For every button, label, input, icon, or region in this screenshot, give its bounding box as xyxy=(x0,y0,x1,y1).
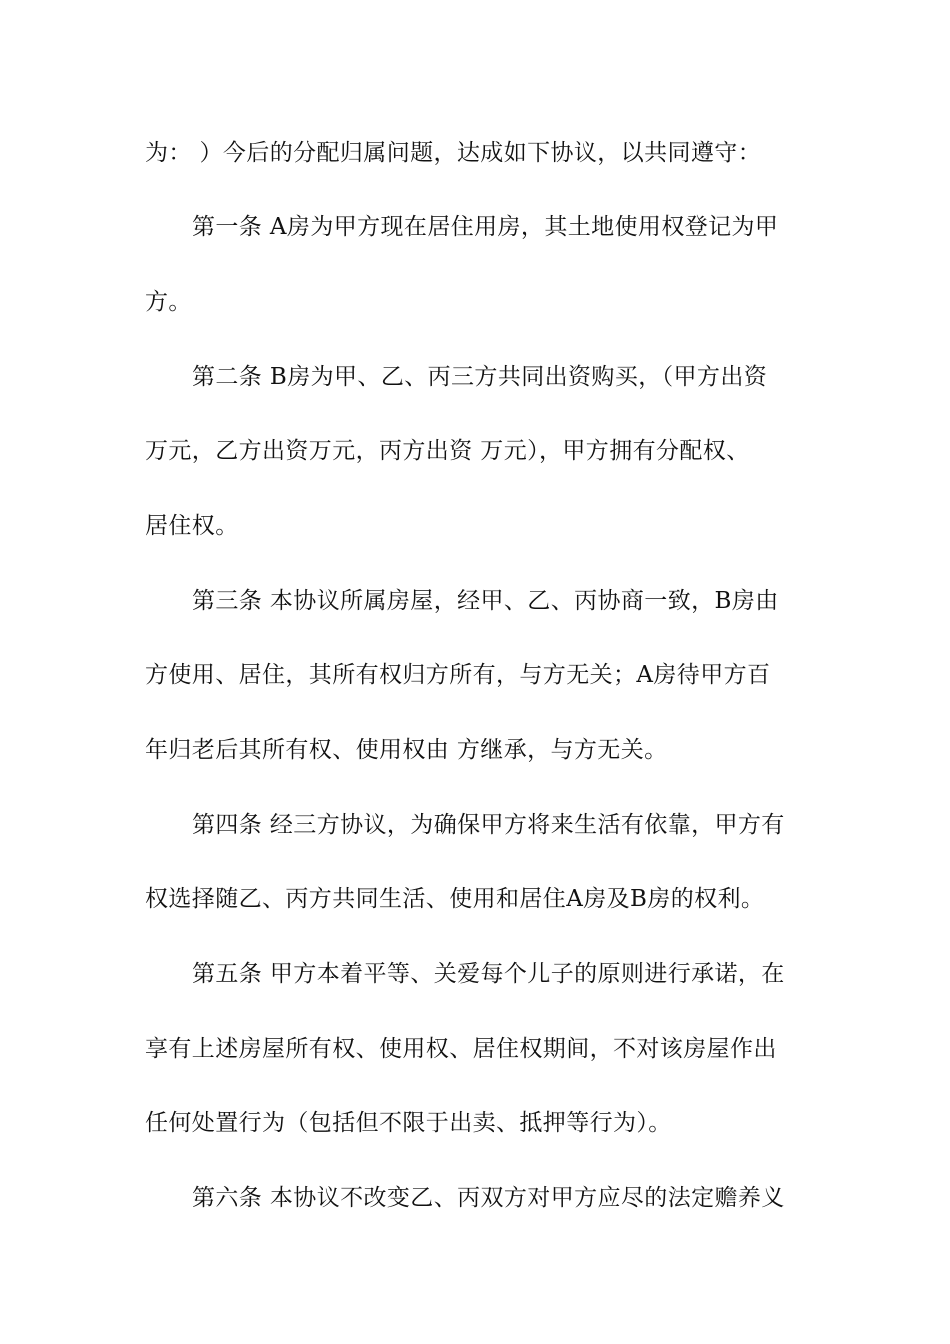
article-3-line: 第三条 本协议所属房屋，经甲、乙、丙协商一致，B房由 xyxy=(192,588,779,614)
text-line: 权选择随乙、丙方共同生活、使用和居住A房及B房的权利。 xyxy=(145,886,765,912)
text-line: 为： ）今后的分配归属问题，达成如下协议，以共同遵守： xyxy=(145,140,762,166)
article-2-line: 第二条 B房为甲、乙、丙三方共同出资购买，（甲方出资 xyxy=(192,364,768,390)
article-5-line: 第五条 甲方本着平等、关爱每个儿子的原则进行承诺，在 xyxy=(192,961,785,987)
text-line: 方使用、居住，其所有权归方所有，与方无关；A房待甲方百 xyxy=(145,662,771,688)
text-line: 任何处置行为（包括但不限于出卖、抵押等行为）。 xyxy=(145,1110,672,1136)
text-line: 方。 xyxy=(145,289,192,315)
text-line: 万元，乙方出资万元，丙方出资 万元），甲方拥有分配权、 xyxy=(145,438,750,464)
text-line: 享有上述房屋所有权、使用权、居住权期间，不对该房屋作出 xyxy=(145,1036,777,1062)
text-line: 年归老后其所有权、使用权由 方继承，与方无关。 xyxy=(145,737,668,763)
article-1-line: 第一条 A房为甲方现在居住用房，其土地使用权登记为甲 xyxy=(192,214,779,240)
text-line: 居住权。 xyxy=(145,513,239,539)
article-6-line: 第六条 本协议不改变乙、丙双方对甲方应尽的法定赡养义 xyxy=(192,1185,785,1211)
article-4-line: 第四条 经三方协议，为确保甲方将来生活有依靠，甲方有 xyxy=(192,812,785,838)
